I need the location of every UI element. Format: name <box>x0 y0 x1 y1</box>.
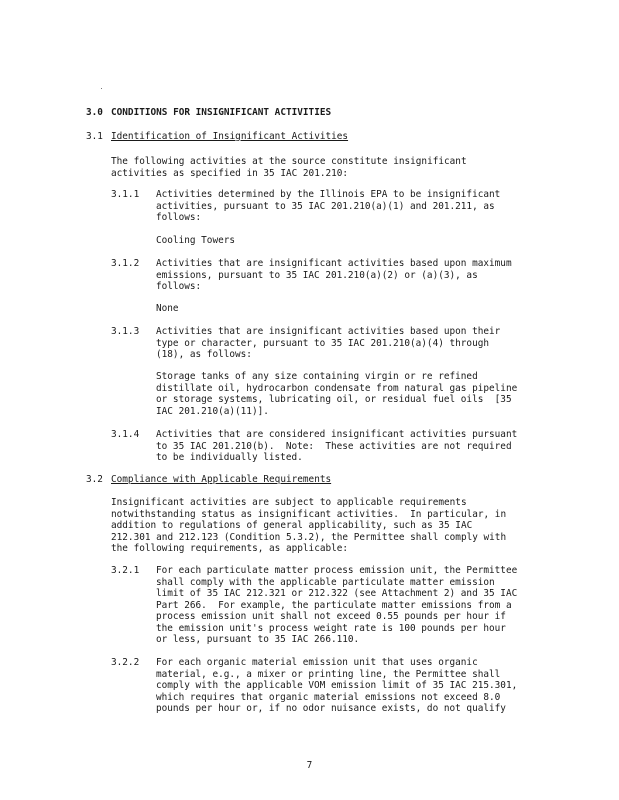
item-number: 3.2.2 <box>111 657 140 668</box>
item-text: For each particulate matter process emission unit, the Permittee shall comply with the applicable particulate matter emission limit of 35 IAC 212.321 or 212.322 (see Attachment 2) and 35 IAC Part 266. For example, the particulate matter emissions from a process emission unit shall not exceed 0.55 pounds per hour if the emission unit's process weight rate is 100 pounds per hour or less, pursuant to 35 IAC 266.110. <box>156 565 518 645</box>
page-number: 7 <box>306 760 313 771</box>
paragraph: The following activities at the source constitute insignificant activities as specified in 35 IAC 201.210: <box>111 156 467 179</box>
item-number: 3.1.4 <box>111 429 140 440</box>
item-detail: None <box>156 303 179 314</box>
paragraph: Insignificant activities are subject to applicable requirements notwithstanding status as insignificant activities. In particular, in addition to regulations of general applicability, such as 35 IAC 212.301 and 212.123 (Condition 5.3.2), the Permittee shall comply with the following requirements, as applicable: <box>111 497 507 554</box>
section-title: CONDITIONS FOR INSIGNIFICANT ACTIVITIES <box>111 107 332 118</box>
item-text: Activities determined by the Illinois EPA to be insignificant activities, pursuant to 35 IAC 201.210(a)(1) and 201.211, as follows: <box>156 189 501 223</box>
scan-speck <box>101 88 102 89</box>
item-number: 3.1.2 <box>111 258 140 269</box>
item-number: 3.2.1 <box>111 565 140 576</box>
item-text: Activities that are insignificant activities based upon maximum emissions, pursuant to 35 IAC 201.210(a)(2) or (a)(3), as follows: <box>156 258 512 292</box>
item-detail: Storage tanks of any size containing virgin or re refined distillate oil, hydrocarbon condensate from natural gas pipeline or storage systems, lubricating oil, or residual fuel oils [35 IAC 201.210(a)(11)]. <box>156 371 518 417</box>
item-number: 3.1.3 <box>111 326 140 337</box>
section-number: 3.1 <box>86 131 103 142</box>
section-title: Identification of Insignificant Activities <box>111 131 349 142</box>
item-text: Activities that are considered insignificant activities pursuant to 35 IAC 201.210(b). Note: These activities are not required to be individually listed. <box>156 429 518 463</box>
section-number: 3.0 <box>86 107 103 118</box>
section-title: Compliance with Applicable Requirements <box>111 474 332 485</box>
section-number: 3.2 <box>86 474 103 485</box>
item-number: 3.1.1 <box>111 189 140 200</box>
item-detail: Cooling Towers <box>156 235 236 246</box>
item-text: For each organic material emission unit that uses organic material, e.g., a mixer or printing line, the Permittee shall comply with the applicable VOM emission limit of 35 IAC 215.301, which requires that organic material emissions not exceed 8.0 pounds per hour or, if no odor nuisance exists, do not qualify <box>156 657 518 714</box>
item-text: Activities that are insignificant activities based upon their type or character, pursuant to 35 IAC 201.210(a)(4) through (18), as follows: <box>156 326 501 360</box>
